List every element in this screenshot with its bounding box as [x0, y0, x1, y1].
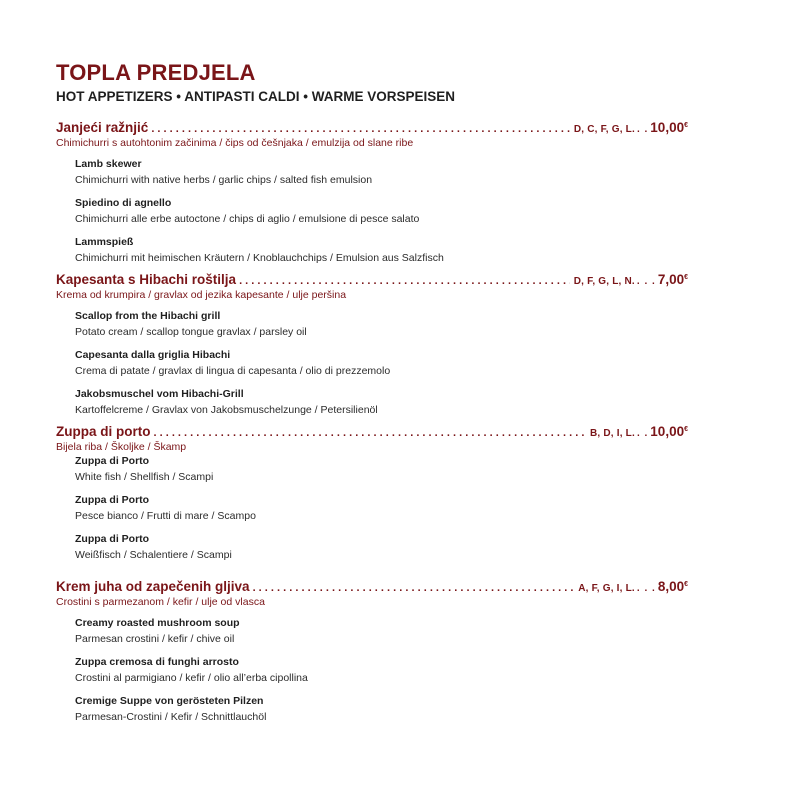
- translation-description: Weißfisch / Schalentiere / Scampi: [75, 549, 232, 561]
- price: 10,00€: [650, 424, 688, 439]
- translations: [75, 310, 688, 417]
- translation-description: Parmesan crostini / kefir / chive oil: [75, 633, 235, 645]
- item-description: Chimichurri s autohtonim začinima / čips od češnjaka / emulzija od slane ribe: [56, 137, 414, 149]
- item-name: Zuppa di porto: [56, 424, 151, 439]
- translation-name: Zuppa cremosa di funghi arrosto: [75, 656, 239, 668]
- currency: €: [684, 426, 688, 433]
- price: 10,00€: [650, 120, 688, 135]
- translation-name: Capesanta dalla griglia Hibachi: [75, 349, 231, 361]
- allergens: B, D, I, L.: [589, 428, 635, 439]
- translation-german: [75, 695, 688, 724]
- translation-description: Crema di patate / gravlax di lingua di capesanta / olio di prezzemolo: [75, 365, 391, 377]
- translation-description: Chimichurri with native herbs / garlic chips / salted fish emulsion: [75, 174, 373, 186]
- item-description: Krema od krumpira / gravlax od jezika kapesante / ulje peršina: [56, 289, 347, 301]
- translation-english: [75, 310, 688, 339]
- translation-description: White fish / Shellfish / Scampi: [75, 471, 214, 483]
- translation-english: [75, 158, 688, 187]
- translation-description: Parmesan-Crostini / Kefir / Schnittlauchöl: [75, 711, 267, 723]
- translations: [75, 455, 688, 562]
- menu-item-header: [56, 424, 688, 439]
- item-name: Kapesanta s Hibachi roštilja: [56, 272, 237, 287]
- menu-item-lamb-skewer: [56, 120, 688, 265]
- translation-italian: [75, 494, 688, 523]
- menu-item-scallop: [56, 272, 688, 417]
- translations: [75, 617, 688, 724]
- menu-item-header: [56, 120, 688, 135]
- menu-item-header: [56, 579, 688, 594]
- translation-german: [75, 236, 688, 265]
- translation-description: Chimichurri mit heimischen Kräutern / Knoblauchchips / Emulsion aus Salzfisch: [75, 252, 444, 264]
- translation-description: Potato cream / scallop tongue gravlax / parsley oil: [75, 326, 307, 338]
- currency: €: [684, 274, 688, 281]
- translation-description: Pesce bianco / Frutti di mare / Scampo: [75, 510, 256, 522]
- translation-name: Cremige Suppe von gerösteten Pilzen: [75, 695, 264, 707]
- menu-item-zuppa-di-porto: [56, 424, 688, 562]
- translation-italian: [75, 197, 688, 226]
- allergens: D, C, F, G, L.: [573, 124, 635, 135]
- currency: €: [684, 122, 688, 129]
- translation-german: [75, 533, 688, 562]
- dot-leader-short: . .: [636, 428, 649, 439]
- translation-name: Zuppa di Porto: [75, 455, 150, 467]
- menu-item-header: [56, 272, 688, 287]
- dot-leader-short: . .: [636, 124, 649, 135]
- translation-italian: [75, 656, 688, 685]
- translation-name: Creamy roasted mushroom soup: [75, 617, 240, 629]
- translation-english: [75, 617, 688, 646]
- translation-name: Zuppa di Porto: [75, 494, 150, 506]
- item-name: Krem juha od zapečenih gljiva: [56, 579, 250, 594]
- translation-description: Crostini al parmigiano / kefir / olio all’erba cipollina: [75, 672, 308, 684]
- translation-name: Lamb skewer: [75, 158, 142, 170]
- item-description: Bijela riba / Školjke / Škamp: [56, 441, 187, 453]
- translation-description: Chimichurri alle erbe autoctone / chips di aglio / emulsione di pesce salato: [75, 213, 420, 225]
- dot-leader-short: . . .: [636, 583, 656, 594]
- price: 8,00€: [657, 579, 688, 594]
- allergens: A, F, G, I, L.: [578, 583, 635, 594]
- translation-name: Lammspieß: [75, 236, 134, 248]
- page-title: TOPLA PREDJELA: [56, 60, 256, 85]
- menu-page: [56, 60, 688, 723]
- allergens: D, F, G, L, N.: [573, 276, 635, 287]
- dot-leader-short: . . .: [636, 276, 656, 287]
- price: 7,00€: [657, 272, 688, 287]
- item-description: Crostini s parmezanom / kefir / ulje od vlasca: [56, 596, 265, 608]
- page-subtitle: HOT APPETIZERS • ANTIPASTI CALDI • WARME VORSPEISEN: [56, 89, 455, 104]
- dot-leader: [239, 275, 570, 287]
- translation-german: [75, 388, 688, 417]
- translation-italian: [75, 349, 688, 378]
- menu-item-mushroom-soup: [56, 579, 688, 724]
- translation-name: Zuppa di Porto: [75, 533, 150, 545]
- dot-leader: [151, 123, 570, 135]
- translation-description: Kartoffelcreme / Gravlax von Jakobsmuschelzunge / Petersilienöl: [75, 404, 378, 416]
- translation-name: Spiedino di agnello: [75, 197, 172, 209]
- translation-name: Scallop from the Hibachi grill: [75, 310, 221, 322]
- dot-leader: [253, 582, 575, 594]
- translation-name: Jakobsmuschel vom Hibachi-Grill: [75, 388, 244, 400]
- currency: €: [684, 581, 688, 588]
- translation-english: [75, 455, 688, 484]
- translations: [75, 158, 688, 265]
- dot-leader: [153, 427, 585, 439]
- item-name: Janjeći ražnjić: [56, 120, 149, 135]
